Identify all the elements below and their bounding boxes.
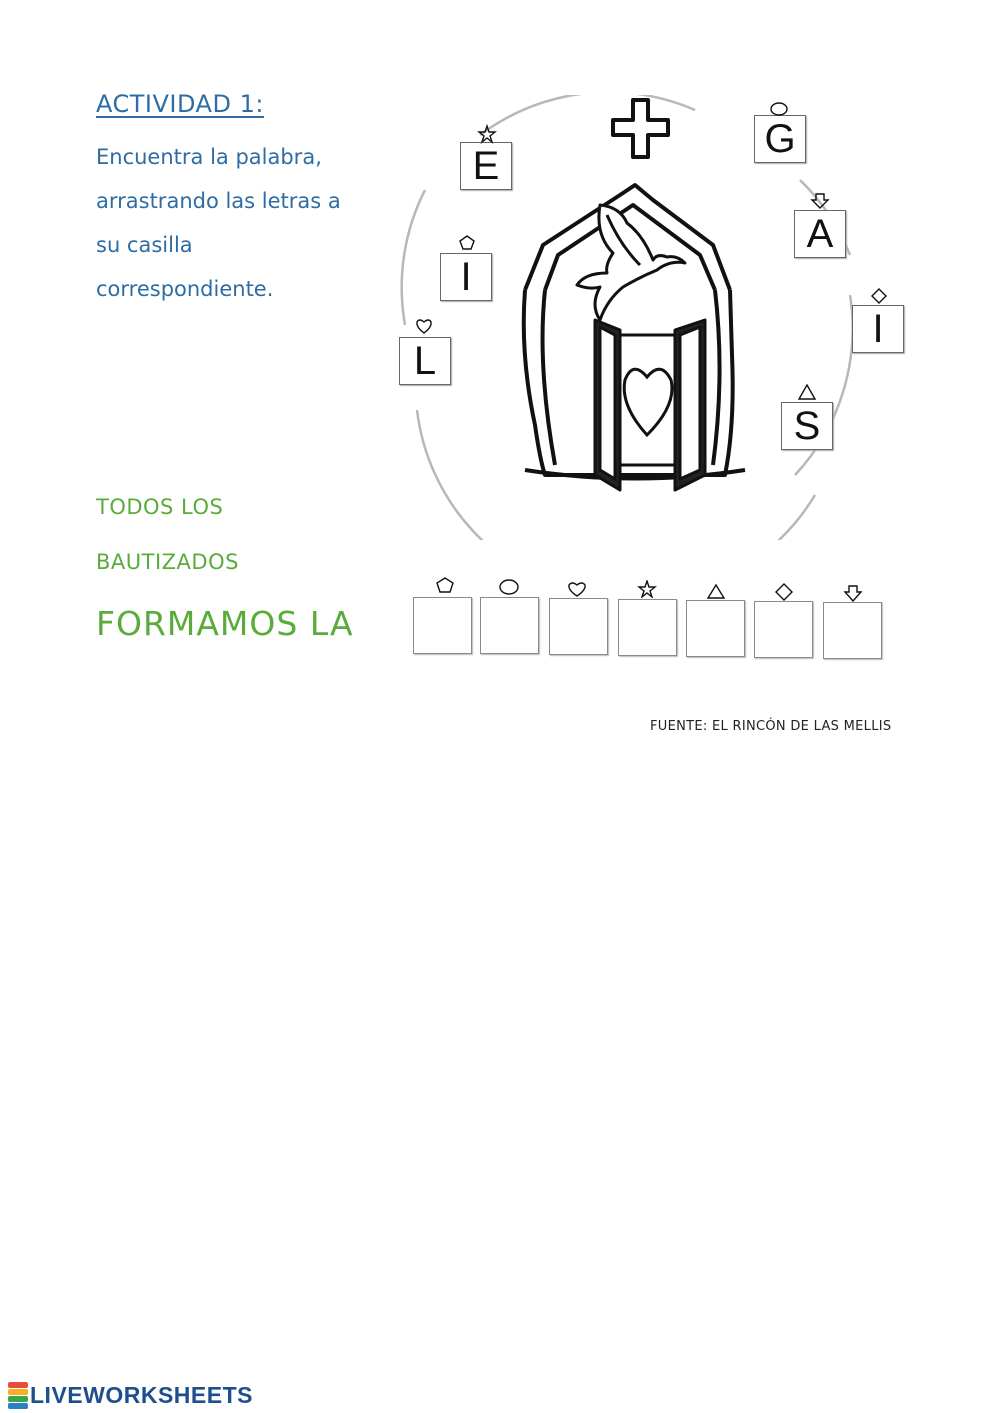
sentence-line-3: FORMAMOS LA — [96, 604, 354, 643]
letter-tile-i[interactable] — [440, 253, 492, 301]
star-icon — [477, 124, 497, 144]
instruction-line: correspondiente. — [96, 277, 274, 301]
letter-tile-i-2[interactable] — [852, 305, 904, 353]
sentence-line-2: BAUTIZADOS — [96, 550, 239, 574]
answer-slot-5[interactable] — [686, 600, 745, 657]
instruction-line: arrastrando las letras a — [96, 189, 341, 213]
diamond-icon — [773, 583, 795, 601]
brand-name: LIVEWORKSHEETS — [30, 1381, 253, 1408]
tile-letter: I — [872, 307, 884, 351]
heart-icon — [566, 580, 588, 598]
pentagon-icon — [457, 233, 477, 253]
tile-letter: L — [413, 339, 437, 383]
letter-tile-s[interactable] — [781, 402, 833, 450]
answer-slot-2[interactable] — [480, 597, 539, 654]
tile-letter: A — [806, 212, 834, 256]
arrow-down-icon — [810, 191, 830, 211]
tile-letter: G — [764, 117, 796, 161]
letter-tile-a[interactable] — [794, 210, 846, 258]
instructions — [96, 140, 396, 316]
triangle-icon — [705, 582, 727, 600]
liveworksheets-logo — [8, 1380, 253, 1410]
source-credit: FUENTE: EL RINCÓN DE LAS MELLIS — [650, 719, 892, 734]
triangle-icon — [797, 382, 817, 402]
tile-letter: I — [460, 255, 472, 299]
sentence-line-1: TODOS LOS — [96, 495, 224, 519]
star-icon — [636, 580, 658, 598]
letter-tile-e[interactable] — [460, 142, 512, 190]
circle-icon — [498, 578, 520, 596]
circle-icon — [769, 99, 789, 119]
tile-letter: E — [472, 144, 500, 188]
answer-slot-4[interactable] — [618, 599, 677, 656]
pentagon-icon — [434, 576, 456, 594]
letter-tile-l[interactable] — [399, 337, 451, 385]
letter-tile-g[interactable] — [754, 115, 806, 163]
tile-letter: S — [793, 404, 821, 448]
instruction-line: Encuentra la palabra, — [96, 145, 322, 169]
activity-title: ACTIVIDAD 1: — [96, 90, 264, 118]
answer-slot-1[interactable] — [413, 597, 472, 654]
diamond-icon — [869, 286, 889, 306]
arrow-down-icon — [842, 584, 864, 602]
instruction-line: su casilla — [96, 233, 193, 257]
logo-mark-icon — [8, 1382, 28, 1408]
answer-slot-6[interactable] — [754, 601, 813, 658]
answer-slot-7[interactable] — [823, 602, 882, 659]
heart-icon — [414, 316, 434, 336]
answer-slot-3[interactable] — [549, 598, 608, 655]
